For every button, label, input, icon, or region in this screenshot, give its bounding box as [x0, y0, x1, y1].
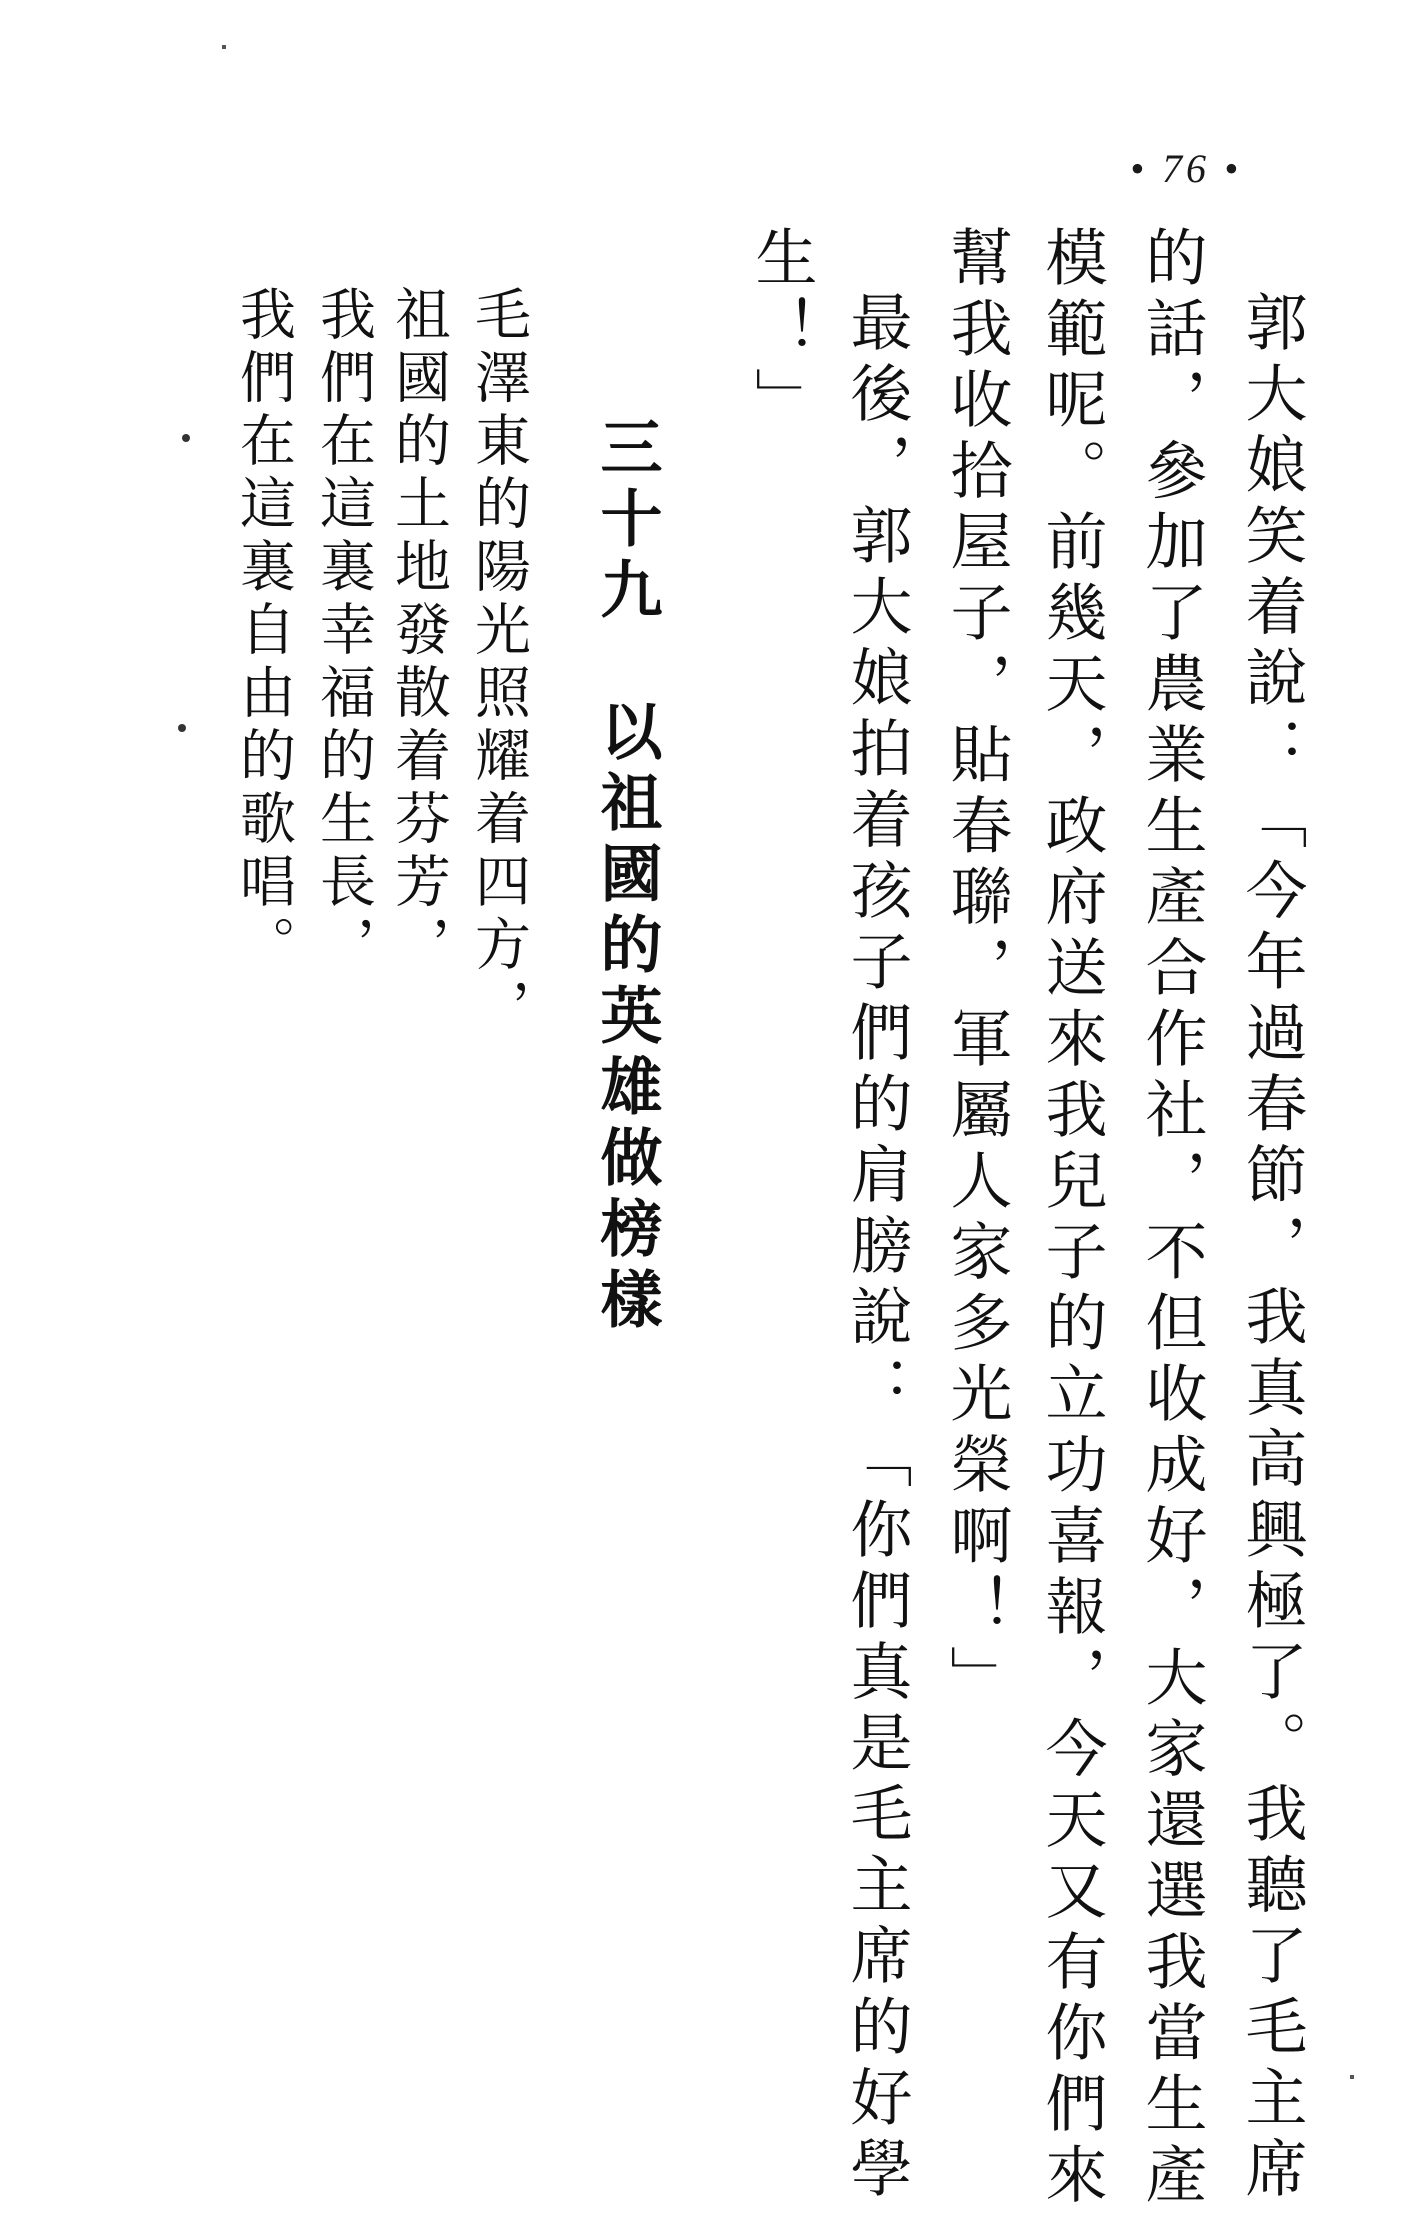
paragraph-2-line-2: 生！」: [745, 225, 818, 438]
paragraph-1-line-3: 模範呢。前幾天，政府送來我兒子的立功喜報，今天又有你們來: [1035, 225, 1108, 2213]
paragraph-1-line-1: 郭大娘笑着說：「今年過春節，我真高興極了。我聽了毛主席: [1235, 290, 1308, 2207]
paragraph-1-line-4: 幫我收拾屋子，貼春聯，軍屬人家多光榮啊！」: [940, 225, 1013, 1716]
poem-line-3: 我們在這裏幸福的生長，: [311, 285, 376, 978]
scan-speck: [222, 45, 226, 49]
poem-line-1: 毛澤東的陽光照耀着四方，: [466, 285, 531, 1041]
page-number: • 76 •: [1130, 146, 1243, 191]
paragraph-2-line-1: 最後，郭大娘拍着孩子們的肩膀說：「你們真是毛主席的好學: [840, 290, 913, 2207]
decorative-dot-upper: [182, 434, 190, 442]
poem-line-2: 祖國的土地發散着芬芳，: [386, 285, 451, 978]
scan-speck: [1350, 2075, 1354, 2079]
section-heading: 三十九 以祖國的英雄做榜樣: [590, 415, 663, 1338]
paragraph-1-line-2: 的話，參加了農業生產合作社，不但收成好，大家還選我當生產: [1135, 225, 1208, 2213]
poem-line-4: 我們在這裏自由的歌唱。: [231, 285, 296, 978]
decorative-dot-lower: [178, 724, 186, 732]
